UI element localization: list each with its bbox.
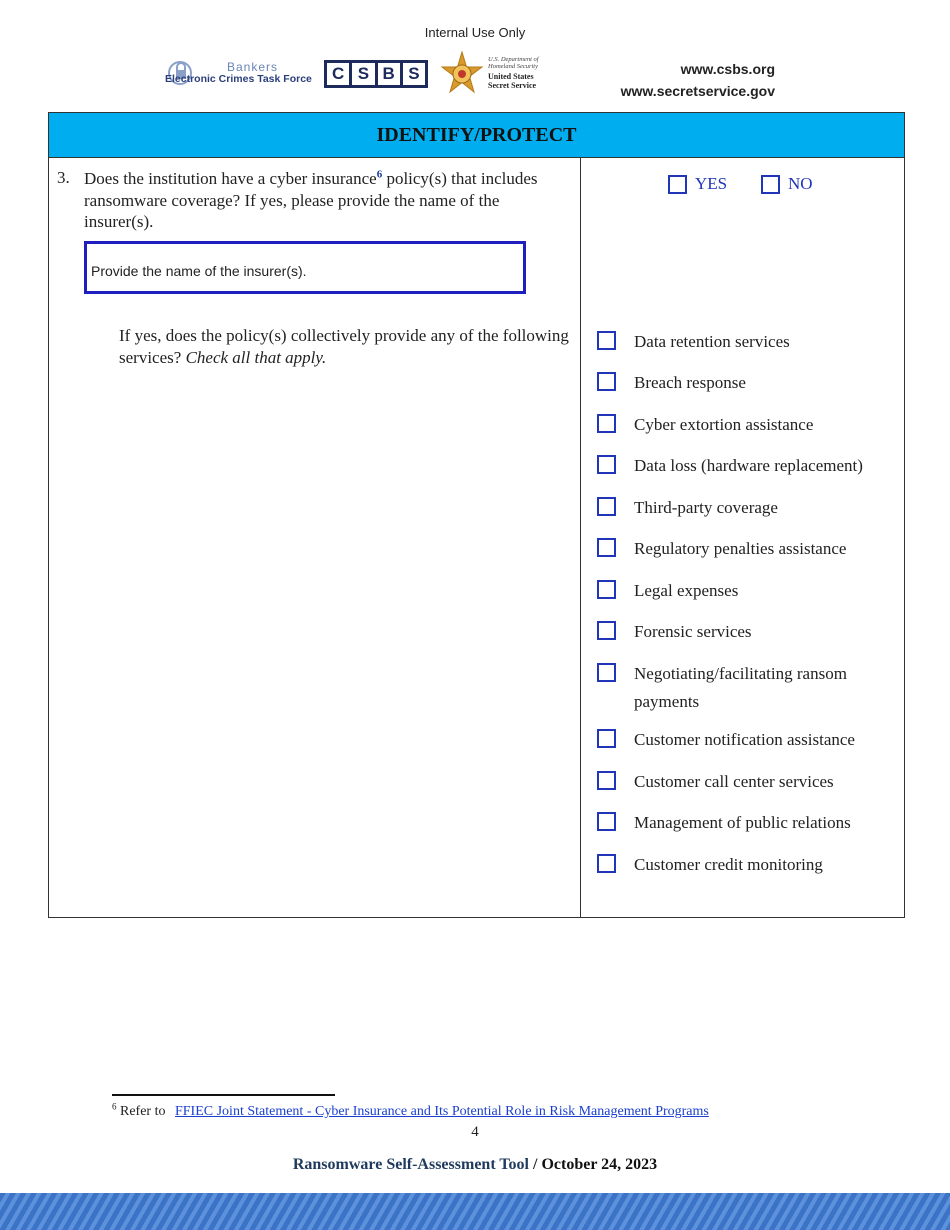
csbs-logo: [324, 60, 428, 88]
service-label: Data loss (hardware replacement): [634, 456, 863, 475]
service-label: Management of public relations: [634, 813, 851, 832]
service-option[interactable]: [597, 618, 897, 646]
no-label: NO: [788, 174, 813, 193]
header-urls: [621, 58, 775, 102]
no-checkbox[interactable]: [761, 175, 780, 194]
service-option[interactable]: [597, 726, 897, 754]
footer-title: [0, 1156, 950, 1174]
page-number: 4: [471, 1124, 479, 1140]
footer-date: October 24, 2023: [541, 1156, 658, 1173]
secretservice-url[interactable]: www.secretservice.gov: [620, 83, 775, 99]
csbs-letter: B: [378, 63, 400, 85]
footer-separator: /: [529, 1156, 542, 1173]
service-label: Customer notification assistance: [634, 730, 855, 749]
ectf-bankers-text: Bankers: [227, 60, 279, 74]
service-option[interactable]: [597, 577, 897, 605]
answer-column: [581, 158, 904, 917]
ectf-logo: [165, 58, 315, 88]
service-option[interactable]: [597, 452, 897, 480]
service-checkbox[interactable]: [597, 455, 616, 474]
insurer-name-input[interactable]: [87, 244, 523, 291]
question-text: [84, 168, 569, 233]
internal-use-label: Internal Use Only: [424, 25, 526, 40]
csbs-letter: S: [403, 63, 425, 85]
service-option[interactable]: [597, 369, 897, 397]
insurer-field-box: [84, 241, 526, 294]
footnote-reference[interactable]: 6: [376, 168, 383, 181]
service-option[interactable]: [597, 535, 897, 563]
service-checkbox[interactable]: [597, 372, 616, 391]
service-label: Forensic services: [634, 622, 752, 641]
csbs-letter: C: [327, 63, 349, 85]
service-option[interactable]: [597, 660, 867, 716]
question-text-end: policy(s) that includes ransomware coverage? If yes, please provide the name of the insurer(s).: [84, 169, 538, 231]
ffiec-statement-link[interactable]: FFIEC Joint Statement - Cyber Insurance and Its Potential Role in Risk Management Programs: [174, 1104, 709, 1119]
service-label: Legal expenses: [634, 581, 739, 600]
sub-question: [119, 325, 569, 369]
service-label: Regulatory penalties assistance: [634, 539, 847, 558]
service-label: Customer call center services: [634, 772, 834, 791]
service-checkbox[interactable]: [597, 538, 616, 557]
service-label: Negotiating/facilitating ransom payments: [634, 664, 847, 711]
csbs-letter: S: [352, 63, 374, 85]
service-label: Data retention services: [634, 332, 790, 351]
sub-question-text: If yes, does the policy(s) collectively provide any of the following services?: [119, 326, 569, 367]
no-option[interactable]: [761, 174, 813, 194]
question-number: 3.: [57, 168, 70, 187]
footer-stripe-band: [0, 1193, 950, 1230]
service-option[interactable]: [597, 768, 897, 796]
yes-option[interactable]: [668, 174, 727, 194]
footnote: [112, 1101, 709, 1120]
footer-doc-title: Ransomware Self-Assessment Tool: [292, 1156, 529, 1173]
service-option[interactable]: [597, 411, 897, 439]
service-label: Third-party coverage: [634, 498, 778, 517]
sub-question-instruction: Check all that apply.: [185, 348, 327, 367]
service-label: Customer credit monitoring: [634, 855, 823, 874]
service-label: Cyber extortion assistance: [634, 415, 814, 434]
service-checkbox[interactable]: [597, 729, 616, 748]
service-checkbox[interactable]: [597, 497, 616, 516]
csbs-url[interactable]: www.csbs.org: [680, 61, 775, 77]
service-checkbox[interactable]: [597, 663, 616, 682]
secret-service-star-icon: [438, 50, 486, 98]
ectf-name-text: Electronic Crimes Task Force: [165, 73, 312, 85]
question-text-start: Does the institution have a cyber insurance: [84, 169, 377, 188]
footnote-divider: [112, 1094, 335, 1096]
secret-service-logo: [438, 50, 548, 98]
service-checkbox[interactable]: [597, 854, 616, 873]
yes-label: YES: [695, 174, 728, 193]
question-column: [49, 158, 581, 917]
service-checkbox[interactable]: [597, 771, 616, 790]
footnote-number: 6: [112, 1101, 117, 1112]
service-label: Breach response: [634, 373, 746, 392]
service-checkbox[interactable]: [597, 331, 616, 350]
service-checkbox[interactable]: [597, 812, 616, 831]
section-title: IDENTIFY/PROTECT: [49, 113, 904, 158]
service-option[interactable]: [597, 328, 897, 356]
assessment-table: [48, 112, 905, 918]
service-checkbox[interactable]: [597, 580, 616, 599]
footnote-prefix: Refer to: [120, 1104, 166, 1119]
service-checkbox[interactable]: [597, 414, 616, 433]
service-option[interactable]: [597, 494, 897, 522]
yes-checkbox[interactable]: [668, 175, 687, 194]
service-option[interactable]: [597, 851, 897, 879]
dhs-text: U.S. Department of Homeland Security: [488, 56, 539, 70]
service-checkbox[interactable]: [597, 621, 616, 640]
secret-service-text: United States Secret Service: [488, 72, 537, 90]
service-option[interactable]: [597, 809, 897, 837]
